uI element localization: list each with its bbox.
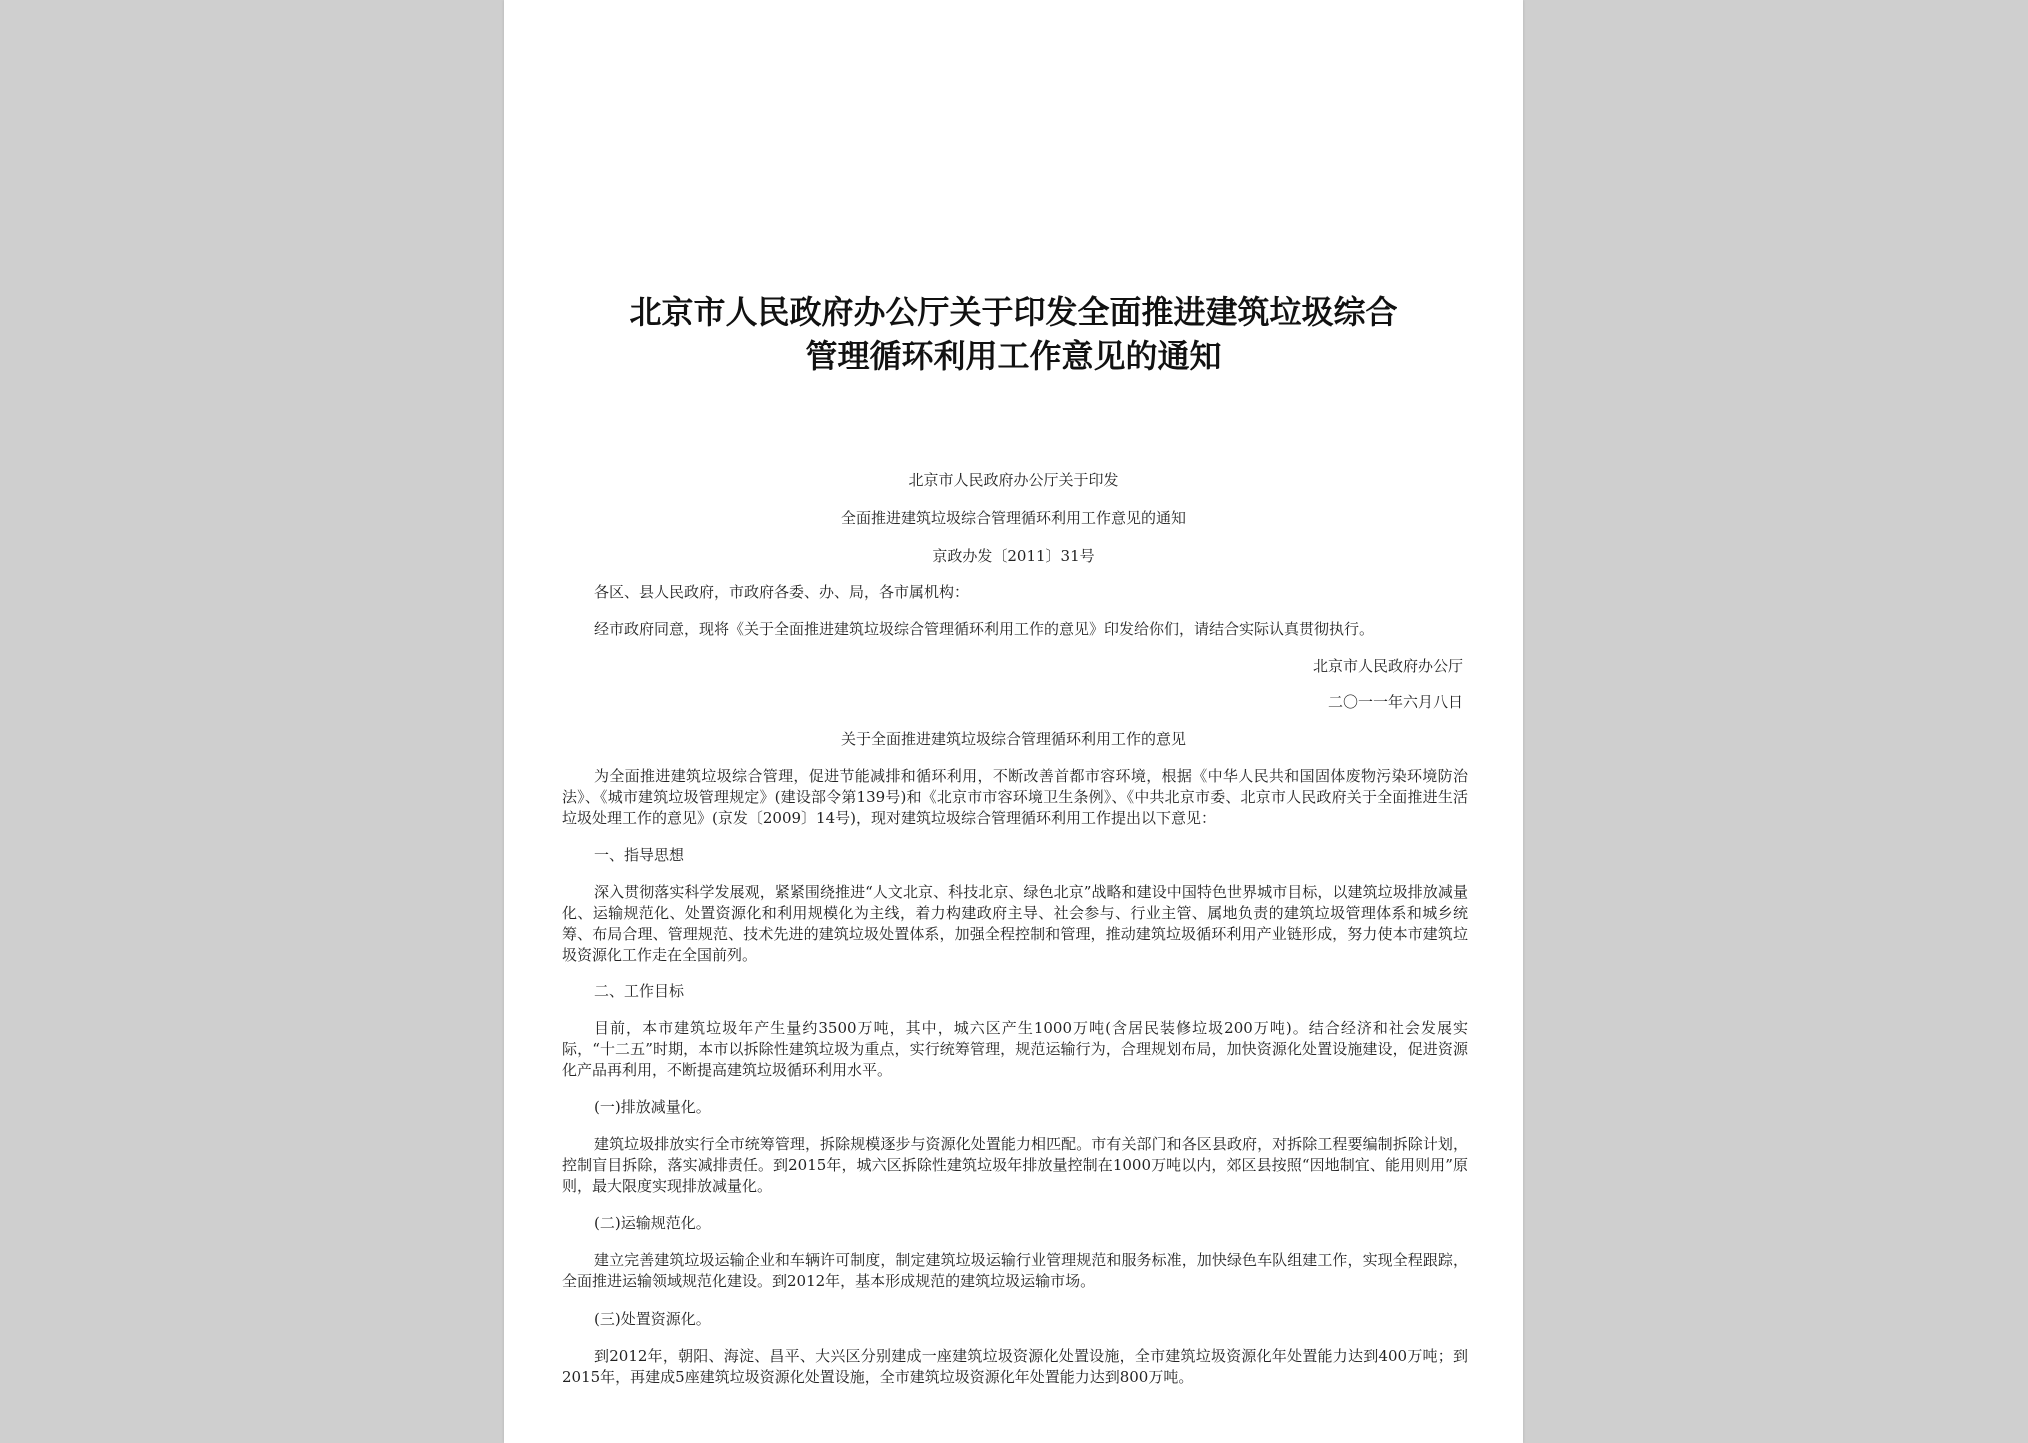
sub2-paragraph: 建立完善建筑垃圾运输企业和车辆许可制度，制定建筑垃圾运输行业管理规范和服务标准，加快绿色车队组建工作，实现全程跟踪，全面推进运输领域规范化建设。到2012年，基本形成规范的建筑垃圾运输市场。 bbox=[562, 1251, 1468, 1290]
intro-paragraph: 为全面推进建筑垃圾综合管理，促进节能减排和循环利用，不断改善首都市容环境，根据《中华人民共和国固体废物污染环境防治法》、《城市建筑垃圾管理规定》(建设部令第139号)和《北京市市容环境卫生条例》、《中共北京市委、北京市人民政府关于全面推进生活垃圾处理工作的意见》(京发〔2009〕14号)，现对建筑垃圾综合管理循环利用工作提出以下意见： bbox=[562, 767, 1468, 827]
section1-heading: 一、指导思想 bbox=[594, 846, 685, 864]
document-page bbox=[504, 0, 1523, 1443]
addressee: 各区、县人民政府，市政府各委、办、局，各市属机构： bbox=[594, 583, 970, 601]
sub3-paragraph: 到2012年，朝阳、海淀、昌平、大兴区分别建成一座建筑垃圾资源化处置设施，全市建筑垃圾资源化年处置能力达到400万吨；到2015年，再建成5座建筑垃圾资源化处置设施，全市建筑垃圾资源化年处置能力达到800万吨。 bbox=[562, 1347, 1468, 1386]
issue-date: 二〇一一年六月八日 bbox=[1327, 693, 1463, 711]
sub3-heading: (三)处置资源化。 bbox=[594, 1310, 711, 1328]
opinion-title: 关于全面推进建筑垃圾综合管理循环利用工作的意见 bbox=[840, 730, 1186, 748]
document-title bbox=[544, 290, 1483, 378]
sub1-heading: (一)排放减量化。 bbox=[594, 1098, 711, 1116]
doc-number: 京政办发〔2011〕31号 bbox=[932, 547, 1095, 565]
title-line-2: 管理循环利用工作意见的通知 bbox=[805, 337, 1222, 375]
sub2-heading: (二)运输规范化。 bbox=[594, 1214, 711, 1232]
sub1-paragraph: 建筑垃圾排放实行全市统筹管理，拆除规模逐步与资源化处置能力相匹配。市有关部门和各区县政府，对拆除工程要编制拆除计划，控制盲目拆除，落实减排责任。到2015年，城六区拆除性建筑垃圾年排放量控制在1000万吨以内，郊区县按照“因地制宜、能用则用”原则，最大限度实现排放减量化。 bbox=[562, 1135, 1468, 1195]
title-line-1: 北京市人民政府办公厅关于印发全面推进建筑垃圾综合 bbox=[629, 293, 1398, 331]
notice-body: 经市政府同意，现将《关于全面推进建筑垃圾综合管理循环利用工作的意见》印发给你们，请结合实际认真贯彻执行。 bbox=[594, 620, 1375, 638]
sub-header-1: 北京市人民政府办公厅关于印发 bbox=[908, 471, 1119, 489]
issuer: 北京市人民政府办公厅 bbox=[1312, 657, 1463, 675]
section2-heading: 二、工作目标 bbox=[594, 982, 685, 1000]
section2-paragraph: 目前，本市建筑垃圾年产生量约3500万吨，其中，城六区产生1000万吨(含居民装修垃圾200万吨)。结合经济和社会发展实际，“十二五”时期，本市以拆除性建筑垃圾为重点，实行统筹管理，规范运输行为，合理规划布局，加快资源化处置设施建设，促进资源化产品再利用，不断提高建筑垃圾循环利用水平。 bbox=[562, 1019, 1468, 1079]
section1-paragraph: 深入贯彻落实科学发展观，紧紧围绕推进“人文北京、科技北京、绿色北京”战略和建设中国特色世界城市目标，以建筑垃圾排放减量化、运输规范化、处置资源化和利用规模化为主线，着力构建政府主导、社会参与、行业主管、属地负责的建筑垃圾管理体系和城乡统筹、布局合理、管理规范、技术先进的建筑垃圾处置体系，加强全程控制和管理，推动建筑垃圾循环利用产业链形成，努力使本市建筑垃圾资源化工作走在全国前列。 bbox=[562, 883, 1468, 964]
sub-header-2: 全面推进建筑垃圾综合管理循环利用工作意见的通知 bbox=[840, 509, 1186, 527]
